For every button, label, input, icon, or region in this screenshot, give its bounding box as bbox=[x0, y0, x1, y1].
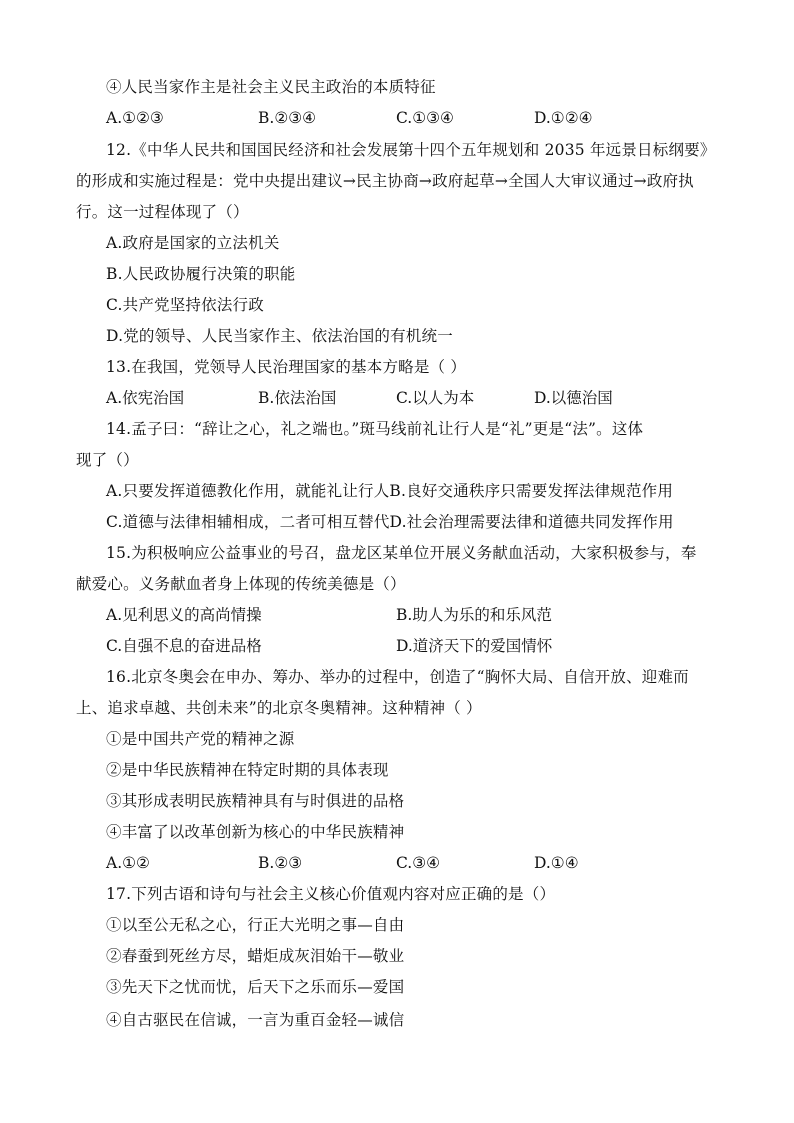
q12-option-a: A.政府是国家的立法机关 bbox=[106, 234, 280, 252]
q11-option-d: D.①②④ bbox=[534, 109, 593, 127]
q15-stem-line2: 献爱心。义务献血者身上体现的传统美德是（） bbox=[76, 575, 406, 593]
q13-option-c: C.以人为本 bbox=[396, 389, 475, 407]
q17-item-3: ③先天下之忧而忧，后天下之乐而乐—爱国 bbox=[106, 978, 405, 996]
q14-options-ab: A.只要发挥道德教化作用，就能礼让行人B.良好交通秩序只需要发挥法律规范作用 bbox=[106, 482, 674, 500]
q12-stem-line2: 的形成和实施过程是：党中央提出建议→民主协商→政府起草→全国人大审议通过→政府执 bbox=[76, 172, 694, 190]
q14-stem-line1: 14.孟子曰：“辞让之心，礼之端也。”斑马线前礼让行人是“礼”更是“法”。这体 bbox=[106, 420, 644, 438]
q13-option-a: A.依宪治国 bbox=[106, 389, 185, 407]
q16-item-3: ③其形成表明民族精神具有与时俱进的品格 bbox=[106, 792, 405, 810]
q14-stem-line2: 现了（） bbox=[76, 451, 139, 469]
q15-option-d: D.道济天下的爱国情怀 bbox=[396, 637, 553, 655]
q11-option-b: B.②③④ bbox=[258, 109, 317, 127]
q12-option-d: D.党的领导、人民当家作主、依法治国的有机统一 bbox=[106, 327, 453, 345]
q11-option-c: C.①③④ bbox=[396, 109, 454, 127]
q17-item-4: ④自古驱民在信诚，一言为重百金轻—诚信 bbox=[106, 1011, 405, 1029]
q16-option-b: B.②③ bbox=[258, 854, 303, 872]
q16-item-4: ④丰富了以改革创新为核心的中华民族精神 bbox=[106, 823, 405, 841]
q16-stem-line2: 上、追求卓越、共创未来”的北京冬奥精神。这种精神（ ） bbox=[76, 699, 482, 717]
q16-stem-line1: 16.北京冬奥会在申办、筹办、举办的过程中，创造了“胸怀大局、自信开放、迎难而 bbox=[106, 668, 689, 686]
q17-item-1: ①以至公无私之心，行正大光明之事—自由 bbox=[106, 916, 405, 934]
q16-item-2: ②是中华民族精神在特定时期的具体表现 bbox=[106, 761, 389, 779]
q12-stem-line1: 12.《中华人民共和国国民经济和社会发展第十四个五年规划和 2035 年远景日标纲要》 bbox=[106, 141, 716, 159]
q12-option-c: C.共产党坚持依法行政 bbox=[106, 296, 264, 314]
q15-option-a: A.见利思义的高尚情操 bbox=[106, 606, 262, 624]
q11-option-a: A.①②③ bbox=[106, 109, 164, 127]
q11-item-4: ④人民当家作主是社会主义民主政治的本质特征 bbox=[106, 78, 436, 96]
q17-item-2: ②春蚕到死丝方尽，蜡炬成灰泪始干—敬业 bbox=[106, 947, 405, 965]
q14-options-cd: C.道德与法律相辅相成，二者可相互替代D.社会治理需要法律和道德共同发挥作用 bbox=[106, 513, 674, 531]
q15-option-b: B.助人为乐的和乐风范 bbox=[396, 606, 552, 624]
q12-stem-line3: 行。这一过程体现了（） bbox=[76, 203, 249, 221]
q13-stem: 13.在我国，党领导人民治理国家的基本方略是（ ） bbox=[106, 358, 467, 376]
q16-item-1: ①是中国共产党的精神之源 bbox=[106, 730, 295, 748]
q13-option-d: D.以德治国 bbox=[534, 389, 613, 407]
q15-option-c: C.自强不息的奋进品格 bbox=[106, 637, 262, 655]
q16-option-a: A.①② bbox=[106, 854, 150, 872]
q16-option-c: C.③④ bbox=[396, 854, 441, 872]
q13-option-b: B.依法治国 bbox=[258, 389, 337, 407]
q16-option-d: D.①④ bbox=[534, 854, 579, 872]
q17-stem: 17.下列古语和诗句与社会主义核心价值观内容对应正确的是（） bbox=[106, 885, 556, 903]
q12-option-b: B.人民政协履行决策的职能 bbox=[106, 265, 296, 283]
q15-stem-line1: 15.为积极响应公益事业的号召，盘龙区某单位开展义务献血活动，大家积极参与，奉 bbox=[106, 544, 697, 562]
